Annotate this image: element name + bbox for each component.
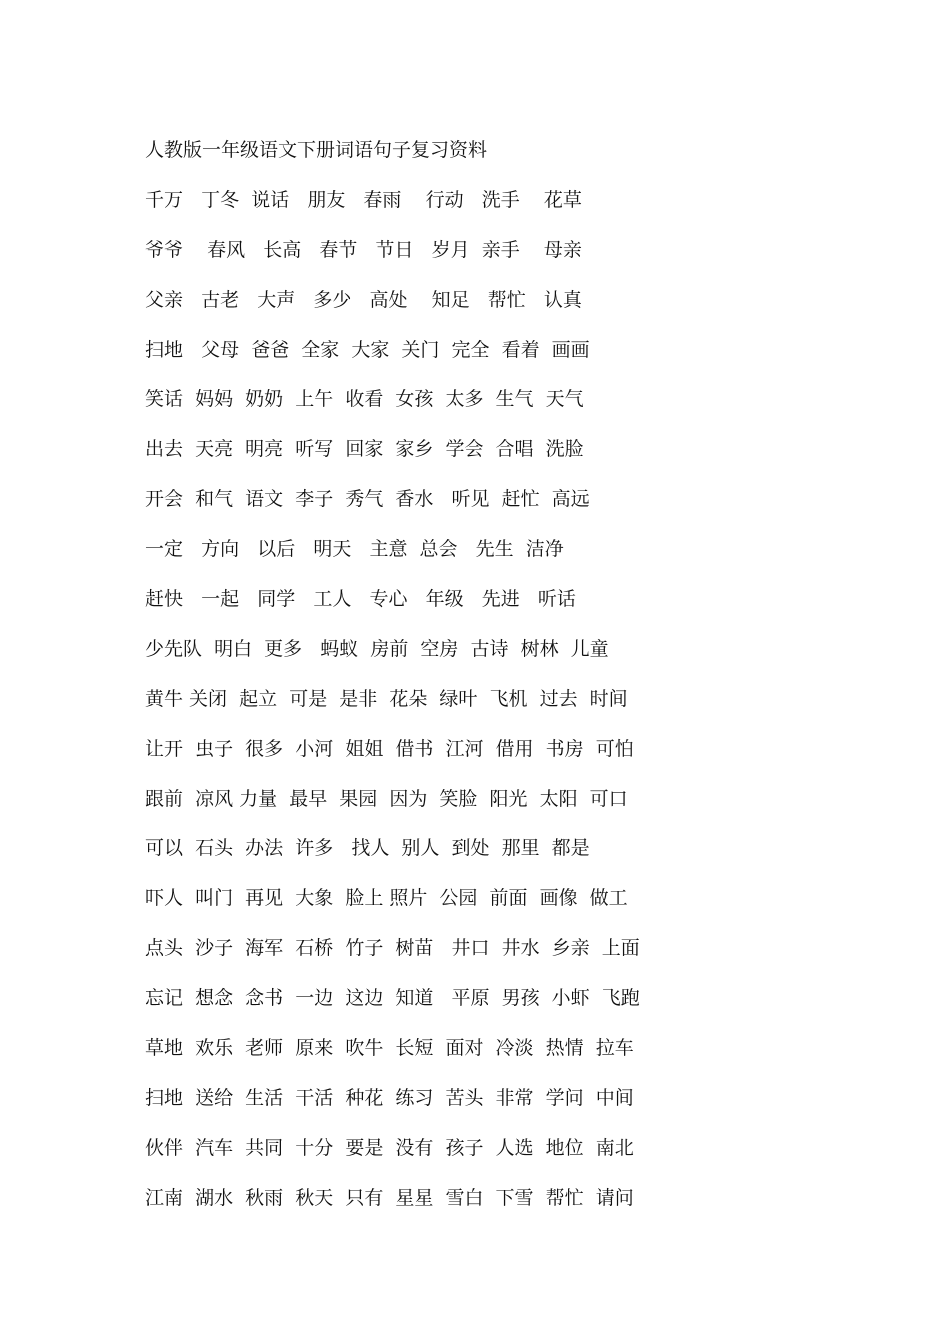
word-line: 忘记 想念 念书 一边 这边 知道 平原 男孩 小虾 飞跑 [145,987,640,1010]
word-line: 草地 欢乐 老师 原来 吹牛 长短 面对 冷淡 热情 拉车 [145,1037,634,1060]
word-line: 少先队 明白 更多 蚂蚁 房前 空房 古诗 树林 儿童 [145,637,609,660]
word-line: 吓人 叫门 再见 大象 脸上 照片 公园 前面 画像 做工 [145,887,628,910]
document-title: 人教版一年级语文下册词语句子复习资料 [145,139,488,161]
word-line: 江南 湖水 秋雨 秋天 只有 星星 雪白 下雪 帮忙 请问 [145,1186,634,1209]
word-line: 点头 沙子 海军 石桥 竹子 树苗 井口 井水 乡亲 上面 [145,937,640,960]
word-line: 赶快 一起 同学 工人 专心 年级 先进 听话 [145,588,576,611]
word-line: 扫地 送给 生活 干活 种花 练习 苦头 非常 学问 中间 [145,1086,634,1109]
document-body [145,137,825,1235]
word-line: 爷爷 春风 长高 春节 节日 岁月 亲手 母亲 [145,238,582,261]
word-line: 伙伴 汽车 共同 十分 要是 没有 孩子 人选 地位 南北 [145,1136,634,1159]
word-line: 笑话 妈妈 奶奶 上午 收看 女孩 太多 生气 天气 [145,388,584,411]
word-line: 可以 石头 办法 许多 找人 别人 到处 那里 都是 [145,837,590,860]
word-line: 父亲 古老 大声 多少 高处 知足 帮忙 认真 [145,288,582,311]
word-line: 黄牛 关闭 起立 可是 是非 花朵 绿叶 飞机 过去 时间 [145,687,628,710]
word-line: 开会 和气 语文 李子 秀气 香水 听见 赶忙 高远 [145,488,590,511]
word-line: 扫地 父母 爸爸 全家 大家 关门 完全 看着 画画 [145,338,590,361]
word-line: 一定 方向 以后 明天 主意 总会 先生 洁净 [145,538,564,561]
word-line: 让开 虫子 很多 小河 姐姐 借书 江河 借用 书房 可怕 [145,737,634,760]
word-line: 出去 天亮 明亮 听写 回家 家乡 学会 合唱 洗脸 [145,438,584,461]
word-line: 千万 丁冬 说话 朋友 春雨 行动 洗手 花草 [145,188,582,211]
word-line: 跟前 凉风 力量 最早 果园 因为 笑脸 阳光 太阳 可口 [145,787,628,810]
